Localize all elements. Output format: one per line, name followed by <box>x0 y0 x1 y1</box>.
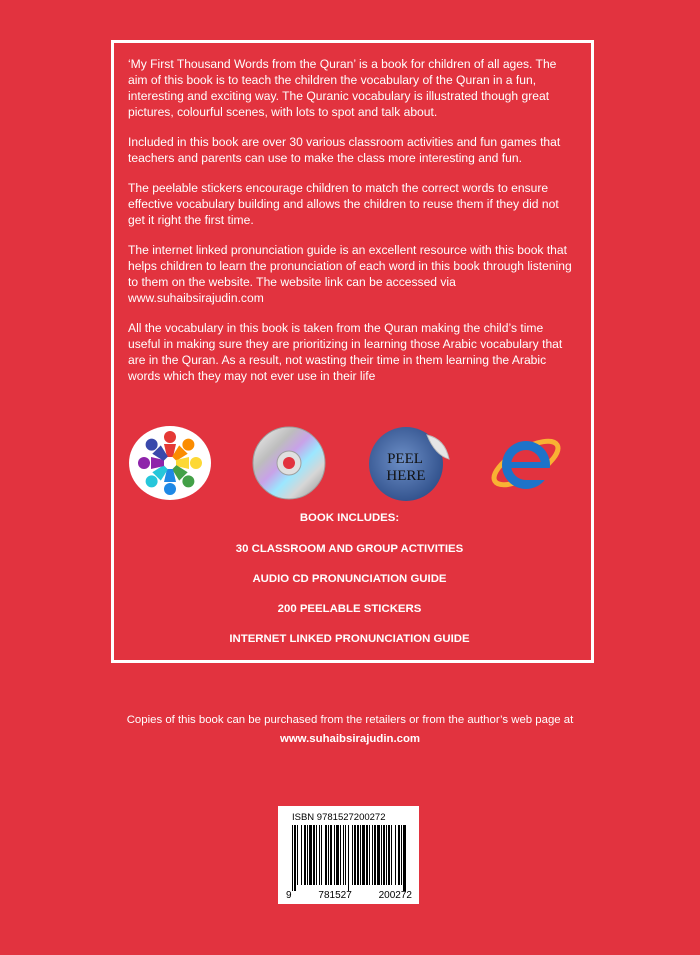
barcode-bar <box>343 825 344 885</box>
barcode-bar <box>309 825 312 885</box>
barcode-bar <box>316 825 317 885</box>
barcode-bar <box>301 825 302 885</box>
purchase-info <box>0 711 700 749</box>
isbn-barcode <box>278 806 419 904</box>
isbn-digit-prefix: 9 <box>286 890 292 901</box>
paragraph-activities: Included in this book are over 30 various classroom activities and fun games that teachers and parents can use to make the class more interesting and fun. <box>128 135 561 165</box>
people-circle-icon <box>128 425 212 506</box>
paragraph-stickers: The peelable stickers encourage children to match the correct words to ensure effective vocabulary building and allows the children to reuse them if they did not get it right the first time. <box>128 181 559 227</box>
paragraph-vocabulary: All the vocabulary in this book is taken from the Quran making the child’s time useful in making sure they are prioritizing in learning those Arabic vocabulary that are in the Quran. As a result, not wasting their time in them learning the Arabic words which they may not ever use in their life <box>128 321 563 383</box>
barcode-bar <box>354 825 356 885</box>
barcode-bar <box>330 825 332 885</box>
barcode-bar <box>307 825 308 885</box>
barcode-bar <box>381 825 382 885</box>
includes-heading: BOOK INCLUDES: <box>299 512 400 524</box>
barcode-bar <box>401 825 402 885</box>
barcode-bar <box>366 825 368 885</box>
barcode-bar <box>352 825 353 885</box>
barcode-bar <box>294 825 296 891</box>
barcode-bar <box>304 825 306 885</box>
barcode-bar <box>362 825 365 885</box>
barcode-bar <box>297 825 298 885</box>
description-text <box>128 56 578 398</box>
barcode-bar <box>336 825 339 885</box>
paragraph-pronunciation: The internet linked pronunciation guide is an excellent resource with this book that helps children to learn the pronunciation of each word in this book through listening to them on the website. The website link can be accessed via www.suhaibsirajudin.com <box>128 243 572 305</box>
barcode-bar <box>395 825 396 885</box>
feature-icons <box>128 425 568 500</box>
barcode-bar <box>403 825 406 891</box>
sticker-text-peel: PEEL <box>387 451 423 467</box>
paragraph-intro: ‘My First Thousand Words from the Quran’ is a book for children of all ages. The aim of this book is to teach the children the vocabulary of the Quran in a fun, interesting and exciting way. The Quranic vocabulary is illustrated though great pictures, colourful scenes, with lots to spot and talk about. <box>128 57 557 119</box>
barcode-bar <box>348 825 349 891</box>
includes-item-audio-cd: AUDIO CD PRONUNCIATION GUIDE <box>252 573 447 585</box>
barcode-bar <box>374 825 376 885</box>
barcode-bar <box>313 825 315 885</box>
author-website-link[interactable]: www.suhaibsirajudin.com <box>279 733 421 745</box>
barcode-bar <box>345 825 346 885</box>
barcode-bar <box>340 825 341 885</box>
barcode-bar <box>398 825 400 885</box>
isbn-digits <box>286 890 412 901</box>
sticker-text-here: HERE <box>386 468 426 484</box>
barcode-bar <box>369 825 370 885</box>
purchase-text: Copies of this book can be purchased from the retailers or from the author’s web page at <box>126 714 574 726</box>
includes-item-internet-guide: INTERNET LINKED PRONUNCIATION GUIDE <box>229 633 470 645</box>
isbn-digits-left: 781527 <box>318 890 352 901</box>
cd-disc-icon <box>251 425 327 506</box>
peel-here-sticker-icon <box>365 425 451 508</box>
internet-explorer-icon <box>488 425 564 506</box>
barcode-bar <box>328 825 329 885</box>
barcode-bar <box>377 825 380 885</box>
barcode-bar <box>321 825 322 885</box>
barcode-bars <box>288 825 410 891</box>
barcode-bar <box>388 825 390 885</box>
barcode-bar <box>325 825 327 885</box>
barcode-bar <box>372 825 373 885</box>
barcode-bar <box>386 825 387 885</box>
includes-item-activities: 30 CLASSROOM AND GROUP ACTIVITIES <box>235 543 464 555</box>
barcode-bar <box>391 825 392 885</box>
barcode-bar <box>357 825 359 885</box>
isbn-label: ISBN 9781527200272 <box>292 812 386 823</box>
barcode-bar <box>360 825 361 885</box>
barcode-bar <box>292 825 293 891</box>
barcode-bar <box>319 825 320 885</box>
barcode-bar <box>334 825 335 885</box>
includes-item-stickers: 200 PEELABLE STICKERS <box>277 603 422 615</box>
barcode-bar <box>383 825 385 885</box>
isbn-digits-right: 200272 <box>378 890 412 901</box>
